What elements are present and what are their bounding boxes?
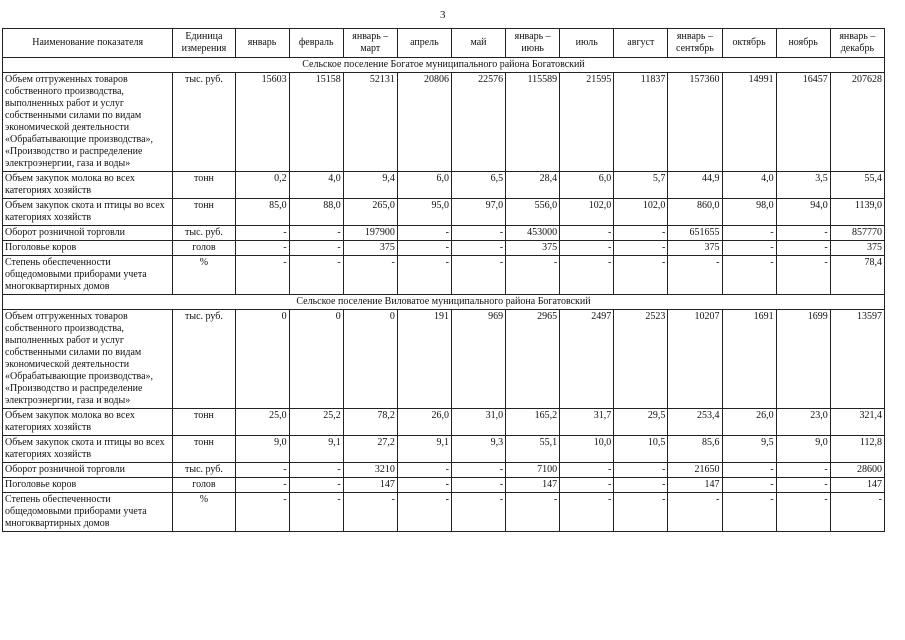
value-cell: 44,9 (668, 172, 722, 199)
value-cell: - (235, 478, 289, 493)
value-cell: - (776, 241, 830, 256)
value-cell: - (506, 493, 560, 532)
value-cell: 9,1 (289, 436, 343, 463)
value-cell: 3210 (343, 463, 397, 478)
table-row (3, 172, 885, 199)
value-cell: 9,4 (343, 172, 397, 199)
table-row (3, 493, 885, 532)
value-cell: 88,0 (289, 199, 343, 226)
table-row (3, 409, 885, 436)
value-cell: - (722, 226, 776, 241)
column-header: апрель (397, 29, 451, 58)
unit-cell: тонн (173, 436, 235, 463)
value-cell: - (451, 493, 505, 532)
value-cell: - (235, 241, 289, 256)
indicator-name: Объем отгруженных товаров собственного производства, выполненных работ и услуг собственными силами по видам экономической деятельности «Обрабатывающие производства», «Производство и распределение электроэнергии, газа и воды» (3, 310, 173, 409)
value-cell: 55,4 (830, 172, 884, 199)
value-cell: 0 (289, 310, 343, 409)
unit-cell: тыс. руб. (173, 73, 235, 172)
value-cell: 102,0 (560, 199, 614, 226)
value-cell: 23,0 (776, 409, 830, 436)
value-cell: - (614, 241, 668, 256)
value-cell: - (776, 478, 830, 493)
value-cell: 20806 (397, 73, 451, 172)
value-cell: - (722, 493, 776, 532)
value-cell: - (451, 463, 505, 478)
value-cell: 556,0 (506, 199, 560, 226)
value-cell: 21650 (668, 463, 722, 478)
value-cell: 2497 (560, 310, 614, 409)
value-cell: 85,0 (235, 199, 289, 226)
value-cell: - (560, 241, 614, 256)
value-cell: - (235, 463, 289, 478)
value-cell: - (614, 256, 668, 295)
value-cell: - (397, 493, 451, 532)
value-cell: 25,0 (235, 409, 289, 436)
value-cell: - (560, 226, 614, 241)
value-cell: 2965 (506, 310, 560, 409)
unit-cell: % (173, 493, 235, 532)
value-cell: - (289, 226, 343, 241)
value-cell: - (451, 226, 505, 241)
column-header: январь – сентябрь (668, 29, 722, 58)
table-row (3, 226, 885, 241)
indicator-name: Объем закупок скота и птицы во всех категориях хозяйств (3, 436, 173, 463)
value-cell: - (560, 256, 614, 295)
value-cell: 7100 (506, 463, 560, 478)
value-cell: 375 (668, 241, 722, 256)
value-cell: - (506, 256, 560, 295)
value-cell: 0 (343, 310, 397, 409)
value-cell: - (776, 463, 830, 478)
value-cell: 26,0 (397, 409, 451, 436)
value-cell: - (776, 226, 830, 241)
column-header: январь (235, 29, 289, 58)
value-cell: - (722, 478, 776, 493)
value-cell: 14991 (722, 73, 776, 172)
value-cell: - (235, 493, 289, 532)
column-header: январь – декабрь (830, 29, 884, 58)
value-cell: - (289, 241, 343, 256)
value-cell: 112,8 (830, 436, 884, 463)
section-row (3, 295, 885, 310)
value-cell: - (289, 463, 343, 478)
value-cell: 13597 (830, 310, 884, 409)
value-cell: 157360 (668, 73, 722, 172)
value-cell: 10207 (668, 310, 722, 409)
value-cell: 253,4 (668, 409, 722, 436)
indicator-name: Объем закупок скота и птицы во всех категориях хозяйств (3, 199, 173, 226)
value-cell: 0 (235, 310, 289, 409)
value-cell: 857770 (830, 226, 884, 241)
value-cell: 197900 (343, 226, 397, 241)
header-row (3, 29, 885, 58)
column-header: ноябрь (776, 29, 830, 58)
value-cell: - (289, 478, 343, 493)
value-cell: 147 (506, 478, 560, 493)
value-cell: - (668, 493, 722, 532)
value-cell: 15158 (289, 73, 343, 172)
value-cell: 94,0 (776, 199, 830, 226)
value-cell: - (289, 256, 343, 295)
value-cell: 9,0 (776, 436, 830, 463)
value-cell: 11837 (614, 73, 668, 172)
section-title: Сельское поселение Виловатое муниципального района Богатовский (3, 295, 885, 310)
value-cell: 78,2 (343, 409, 397, 436)
value-cell: 15603 (235, 73, 289, 172)
table-row (3, 463, 885, 478)
indicator-name: Оборот розничной торговли (3, 226, 173, 241)
value-cell: 1699 (776, 310, 830, 409)
table-row (3, 478, 885, 493)
value-cell: 115589 (506, 73, 560, 172)
indicator-name: Степень обеспеченности общедомовыми приборами учета многоквартирных домов (3, 256, 173, 295)
table-row (3, 73, 885, 172)
value-cell: - (397, 256, 451, 295)
value-cell: 16457 (776, 73, 830, 172)
value-cell: 26,0 (722, 409, 776, 436)
value-cell: 0,2 (235, 172, 289, 199)
value-cell: - (343, 493, 397, 532)
value-cell: - (397, 241, 451, 256)
value-cell: 2523 (614, 310, 668, 409)
value-cell: 22576 (451, 73, 505, 172)
value-cell: 147 (343, 478, 397, 493)
table-body (3, 58, 885, 532)
value-cell: 4,0 (289, 172, 343, 199)
unit-cell: тыс. руб. (173, 310, 235, 409)
value-cell: 9,1 (397, 436, 451, 463)
column-header: август (614, 29, 668, 58)
column-header: Единица измерения (173, 29, 235, 58)
value-cell: - (451, 478, 505, 493)
value-cell: 52131 (343, 73, 397, 172)
value-cell: 651655 (668, 226, 722, 241)
value-cell: 95,0 (397, 199, 451, 226)
table-row (3, 199, 885, 226)
indicator-name: Объем закупок молока во всех категориях хозяйств (3, 172, 173, 199)
indicator-name: Объем отгруженных товаров собственного производства, выполненных работ и услуг собственными силами по видам экономической деятельности «Обрабатывающие производства», «Производство и распределение электроэнергии, газа и воды» (3, 73, 173, 172)
indicator-name: Степень обеспеченности общедомовыми приборами учета многоквартирных домов (3, 493, 173, 532)
value-cell: - (614, 226, 668, 241)
value-cell: - (289, 493, 343, 532)
value-cell: 191 (397, 310, 451, 409)
value-cell: 29,5 (614, 409, 668, 436)
value-cell: 97,0 (451, 199, 505, 226)
value-cell: - (776, 493, 830, 532)
value-cell: 321,4 (830, 409, 884, 436)
table-row (3, 310, 885, 409)
section-row (3, 58, 885, 73)
indicators-table (2, 28, 885, 532)
value-cell: 78,4 (830, 256, 884, 295)
value-cell: 9,0 (235, 436, 289, 463)
value-cell: - (722, 241, 776, 256)
value-cell: 1691 (722, 310, 776, 409)
column-header: январь – март (343, 29, 397, 58)
value-cell: 969 (451, 310, 505, 409)
column-header: Наименование показателя (3, 29, 173, 58)
unit-cell: голов (173, 478, 235, 493)
value-cell: 6,5 (451, 172, 505, 199)
column-header: февраль (289, 29, 343, 58)
value-cell: 10,5 (614, 436, 668, 463)
value-cell: 147 (668, 478, 722, 493)
value-cell: 9,3 (451, 436, 505, 463)
value-cell: 25,2 (289, 409, 343, 436)
table-row (3, 436, 885, 463)
unit-cell: тонн (173, 409, 235, 436)
value-cell: - (776, 256, 830, 295)
value-cell: 265,0 (343, 199, 397, 226)
indicator-name: Объем закупок молока во всех категориях хозяйств (3, 409, 173, 436)
column-header: октябрь (722, 29, 776, 58)
indicator-name: Поголовье коров (3, 478, 173, 493)
column-header: май (451, 29, 505, 58)
value-cell: 6,0 (397, 172, 451, 199)
value-cell: 375 (343, 241, 397, 256)
value-cell: - (397, 463, 451, 478)
unit-cell: тонн (173, 172, 235, 199)
value-cell: 28,4 (506, 172, 560, 199)
unit-cell: голов (173, 241, 235, 256)
value-cell: - (560, 493, 614, 532)
value-cell: 21595 (560, 73, 614, 172)
value-cell: - (614, 463, 668, 478)
value-cell: 147 (830, 478, 884, 493)
value-cell: - (397, 226, 451, 241)
value-cell: 3,5 (776, 172, 830, 199)
value-cell: - (235, 226, 289, 241)
value-cell: - (560, 478, 614, 493)
value-cell: 4,0 (722, 172, 776, 199)
value-cell: - (235, 256, 289, 295)
value-cell: - (668, 256, 722, 295)
section-title: Сельское поселение Богатое муниципального района Богатовский (3, 58, 885, 73)
value-cell: - (397, 478, 451, 493)
indicator-name: Оборот розничной торговли (3, 463, 173, 478)
value-cell: 1139,0 (830, 199, 884, 226)
value-cell: - (343, 256, 397, 295)
value-cell: 9,5 (722, 436, 776, 463)
indicator-name: Поголовье коров (3, 241, 173, 256)
value-cell: 375 (830, 241, 884, 256)
value-cell: 860,0 (668, 199, 722, 226)
value-cell: 453000 (506, 226, 560, 241)
value-cell: 85,6 (668, 436, 722, 463)
unit-cell: тыс. руб. (173, 226, 235, 241)
value-cell: 27,2 (343, 436, 397, 463)
value-cell: 28600 (830, 463, 884, 478)
value-cell: 102,0 (614, 199, 668, 226)
value-cell: 207628 (830, 73, 884, 172)
value-cell: 31,7 (560, 409, 614, 436)
table-row (3, 256, 885, 295)
value-cell: 31,0 (451, 409, 505, 436)
value-cell: - (830, 493, 884, 532)
value-cell: 98,0 (722, 199, 776, 226)
value-cell: 165,2 (506, 409, 560, 436)
value-cell: - (451, 241, 505, 256)
value-cell: - (722, 256, 776, 295)
value-cell: 6,0 (560, 172, 614, 199)
value-cell: - (560, 463, 614, 478)
unit-cell: тыс. руб. (173, 463, 235, 478)
unit-cell: тонн (173, 199, 235, 226)
unit-cell: % (173, 256, 235, 295)
value-cell: - (614, 493, 668, 532)
value-cell: - (614, 478, 668, 493)
value-cell: 55,1 (506, 436, 560, 463)
table-row (3, 241, 885, 256)
value-cell: 10,0 (560, 436, 614, 463)
value-cell: - (722, 463, 776, 478)
page-number: 3 (440, 9, 446, 21)
value-cell: - (451, 256, 505, 295)
value-cell: 5,7 (614, 172, 668, 199)
column-header: январь – июнь (506, 29, 560, 58)
value-cell: 375 (506, 241, 560, 256)
column-header: июль (560, 29, 614, 58)
